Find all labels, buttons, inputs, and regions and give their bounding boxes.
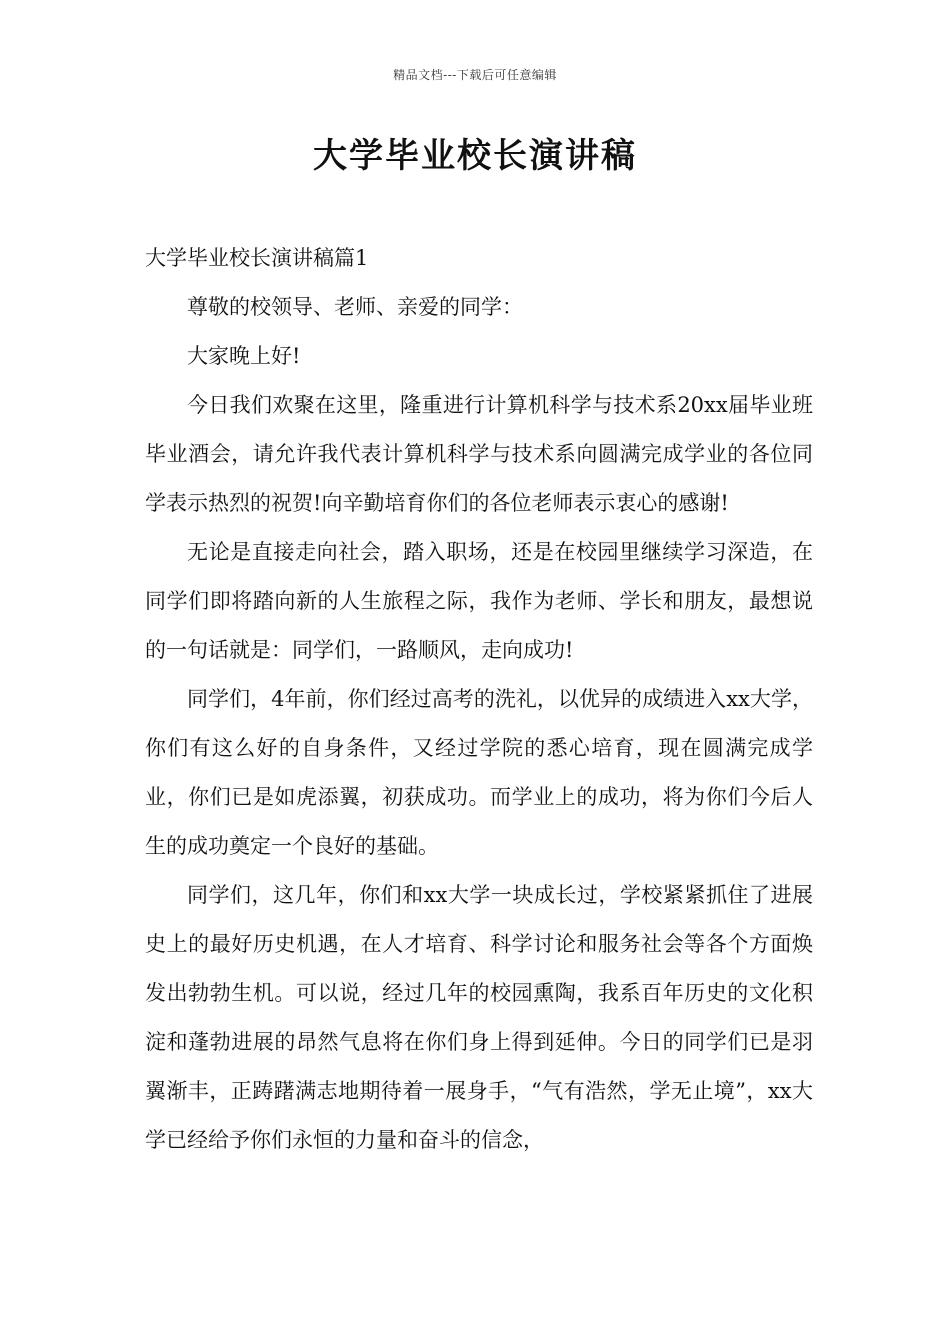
paragraph-2: 无论是直接走向社会，踏入职场，还是在校园里继续学习深造，在同学们即将踏向新的人生旅程之际，我作为老师、学长和朋友，最想说的一句话就是：同学们，一路顺风，走向成功!	[145, 540, 813, 662]
document-body	[145, 234, 813, 1165]
paragraph-1: 今日我们欢聚在这里，隆重进行计算机科学与技术系20xx届毕业班毕业酒会，请允许我代表计算机科学与技术系向圆满完成学业的各位同学表示热烈的祝贺!向辛勤培育你们的各位老师表示衷心的感谢!	[145, 393, 813, 515]
page-header: 精品文档---下载后可任意编辑	[393, 68, 557, 82]
section-heading: 大学毕业校长演讲稿篇1	[145, 246, 369, 270]
paragraph-4: 同学们，这几年，你们和xx大学一块成长过，学校紧紧抓住了进展史上的最好历史机遇，在人才培育、科学讨论和服务社会等各个方面焕发出勃勃生机。可以说，经过几年的校园熏陶，我系百年历史的文化积淀和蓬勃进展的昂然气息将在你们身上得到延伸。今日的同学们已是羽翼渐丰，正踌躇满志地期待着一展身手，“气有浩然，学无止境”，xx大学已经给予你们永恒的力量和奋斗的信念，	[145, 883, 813, 1152]
document-title: 大学毕业校长演讲稿	[313, 136, 637, 176]
paragraph-3: 同学们，4年前，你们经过高考的洗礼，以优异的成绩进入xx大学，你们有这么好的自身条件，又经过学院的悉心培育，现在圆满完成学业，你们已是如虎添翼，初获成功。而学业上的成功，将为你们今后人生的成功奠定一个良好的基础。	[145, 687, 813, 858]
paragraph-salutation: 尊敬的校领导、老师、亲爱的同学：	[187, 295, 523, 319]
paragraph-greeting: 大家晚上好!	[187, 344, 301, 368]
